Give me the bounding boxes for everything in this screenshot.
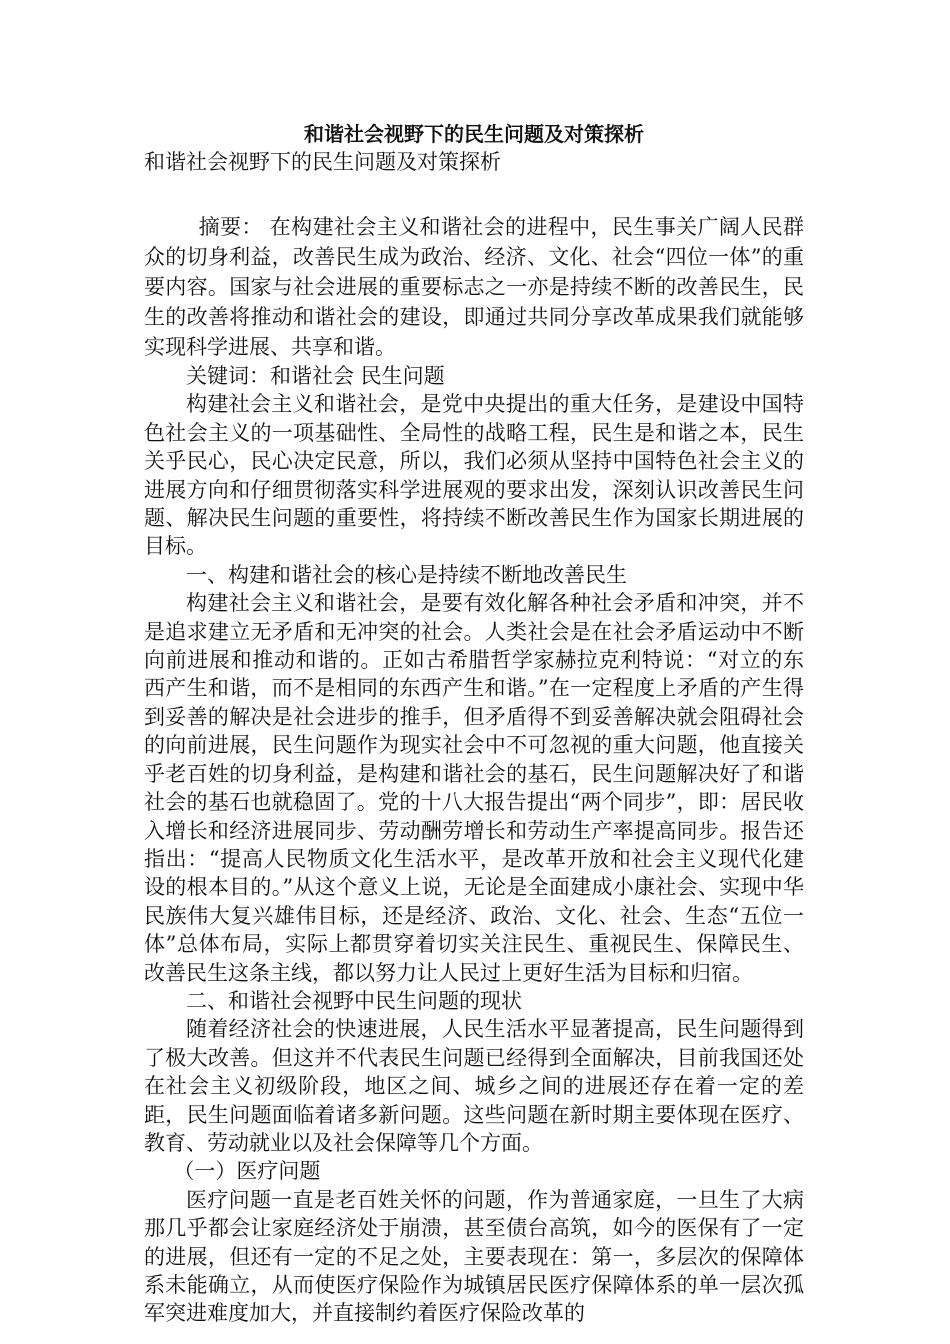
document-title: 和谐社会视野下的民生问题及对策探析 [304,122,644,146]
document-page [144,120,804,1328]
document-subtitle: 和谐社会视野下的民生问题及对策探析 [144,150,501,174]
section-2-paragraph: 随着经济社会的快速进展，人民生活水平显著提高，民生问题得到了极大改善。但这并不代表民生问题已经得到全面解决，目前我国还处在社会主义初级阶段，地区之间、城乡之间的进展还存在着一定的差距，民生问题面临着诸多新问题。这些问题在新时期主要体现在医疗、教育、劳动就业以及社会保障等几个方面。 [144,1017,804,1155]
subsection-1-heading: （一）医疗问题 [173,1159,321,1184]
section-2-heading: 二、和谐社会视野中民生问题的现状 [186,988,522,1013]
intro-paragraph: 构建社会主义和谐社会，是党中央提出的重大任务，是建设中国特色社会主义的一项基础性、全局性的战略工程，民生是和谐之本，民生关乎民心，民心决定民意，所以，我们必须从坚持中国特色社会主义的进展方向和仔细贯彻落实科学进展观的要求出发，深刻认识改善民生问题、解决民生问题的重要性，将持续不断改善民生作为国家长期进展的目标。 [144,392,804,559]
subsection-1-paragraph: 医疗问题一直是老百姓关怀的问题，作为普通家庭，一旦生了大病那几乎都会让家庭经济处于崩溃，甚至债台高筑，如今的医保有了一定的进展，但还有一定的不足之处，主要表现在：第一，多层次的保障体系未能确立，从而使医疗保险作为城镇居民医疗保障体系的单一层次孤军突进难度加大，并直接制约着医疗保险改革的 [144,1187,804,1326]
section-1-paragraph: 构建社会主义和谐社会，是要有效化解各种社会矛盾和冲突，并不是追求建立无矛盾和无冲突的社会。人类社会是在社会矛盾运动中不断向前进展和推动和谐的。正如古希腊哲学家赫拉克利特说：“对立的东西产生和谐，而不是相同的东西产生和谐。”在一定程度上矛盾的产生得到妥善的解决是社会进步的推手，但矛盾得不到妥善解决就会阻碍社会的向前进展，民生问题作为现实社会中不可忽视的重大问题，他直接关乎老百姓的切身利益，是构建和谐社会的基石，民生问题解决好了和谐社会的基石也就稳固了。党的十八大报告提出“两个同步”，即：居民收入增长和经济进展同步、劳动酬劳增长和劳动生产率提高同步。报告还指出：“提高人民物质文化生活水平，是改革开放和社会主义现代化建设的根本目的。”从这个意义上说，无论是全面建成小康社会、实现中华民族伟大复兴雄伟目标，还是经济、政治、文化、社会、生态“五位一体”总体布局，实际上都贯穿着切实关注民生、重视民生、保障民生、改善民生这条主线，都以努力让人民过上更好生活为目标和归宿。 [144,591,804,985]
abstract-paragraph: 摘要： 在构建社会主义和谐社会的进程中，民生事关广阔人民群众的切身利益，改善民生成为政治、经济、文化、社会“四位一体”的重要内容。国家与社会进展的重要标志之一亦是持续不断的改善民生，民生的改善将推动和谐社会的建设，即通过共同分享改革成果我们就能够实现科学进展、共享和谐。 [144,215,804,359]
keywords-line: 关键词：和谐社会 民生问题 [186,364,445,388]
section-1-heading: 一、构建和谐社会的核心是持续不断地改善民生 [186,562,627,587]
